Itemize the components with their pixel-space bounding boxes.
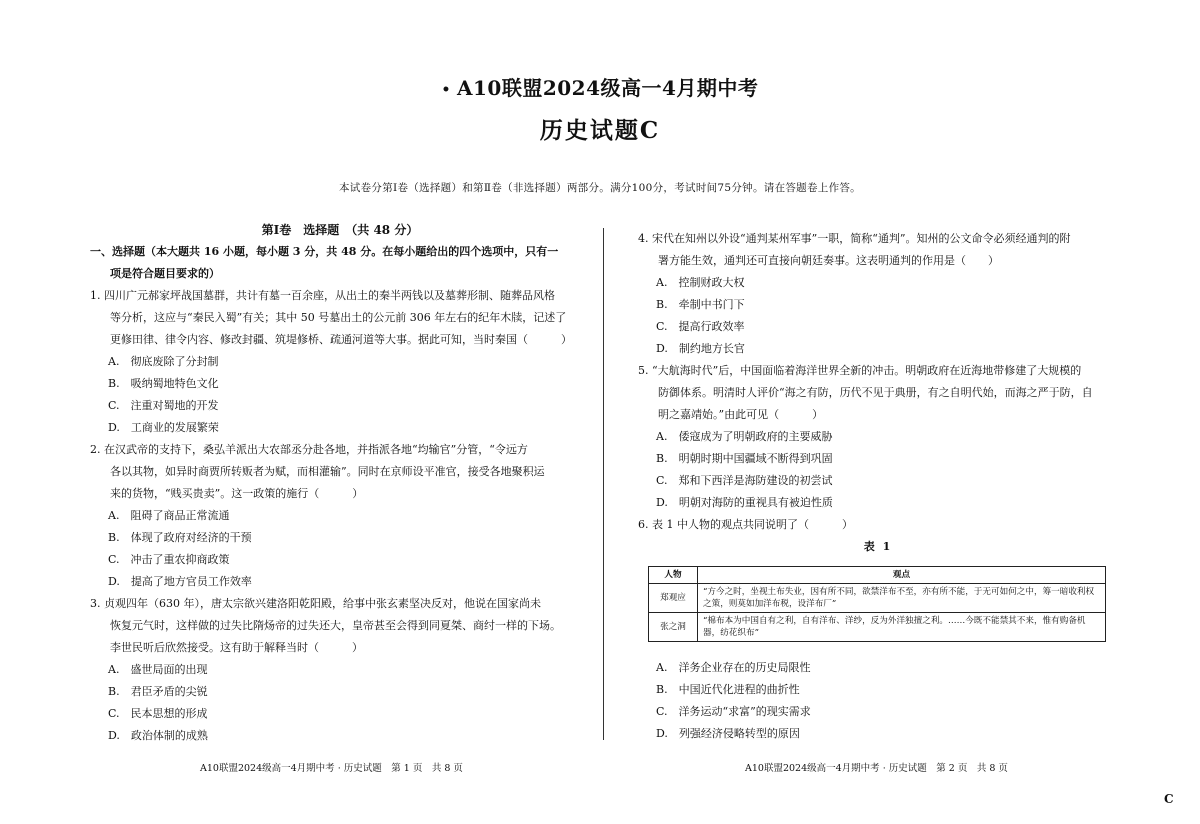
answer-option: B. 体现了政府对经济的干预 (108, 531, 252, 544)
question-line: 各以其物，如异时商贾所转贩者为赋，而相灌输”。同时在京师设平准官，接受各地聚积运 (110, 465, 545, 478)
answer-option: A. 阻碍了商品正常流通 (108, 509, 230, 522)
table-header-row (649, 567, 1106, 584)
answer-option: B. 中国近代化进程的曲折性 (656, 683, 800, 696)
answer-option: C. 民本思想的形成 (108, 707, 208, 720)
answer-option: D. 列强经济侵略转型的原因 (656, 727, 800, 740)
section-title: 第Ⅰ卷 选择题 （共 48 分） (261, 223, 419, 237)
part-title-cont: 项是符合题目要求的） (110, 267, 220, 280)
table-caption: 表 1 (863, 540, 893, 553)
answer-option: D. 提高了地方官员工作效率 (108, 575, 252, 588)
right-column (638, 228, 1118, 558)
table-header-cell: 人物 (649, 567, 698, 584)
answer-option: C. 洋务运动“求富”的现实需求 (656, 705, 811, 718)
answer-option: D. 工商业的发展繁荣 (108, 421, 219, 434)
answer-option: D. 政治体制的成熟 (108, 729, 208, 742)
answer-option: A. 彻底废除了分封制 (108, 355, 219, 368)
question-line: 明之嘉靖始。”由此可见（ ） (658, 408, 824, 421)
table-cell-viewpoint: “棉布本为中国自有之利，自有洋布、洋纱，反为外洋独擅之利。……今既不能禁其不来，惟有购备机器，纺花织布” (698, 613, 1106, 642)
table-row (649, 584, 1106, 613)
title-bullet: • (441, 81, 451, 98)
question-line: 3. 贞观四年（630 年），唐太宗欲兴建洛阳乾阳殿，给事中张玄素坚决反对，他说在国家尚未 (90, 597, 541, 610)
page-footer-left: A10联盟2024级高一4月期中考 · 历史试题 第 1 页 共 8 页 (200, 763, 463, 774)
answer-option: D. 制约地方长官 (656, 342, 745, 355)
answer-option: B. 吸纳蜀地特色文化 (108, 377, 219, 390)
question-line: 更修田律、律令内容、修改封疆、筑堤修桥、疏通河道等大事。据此可知，当时秦国（ ） (110, 333, 572, 346)
part-title: 一、选择题（本大题共 16 小题，每小题 3 分，共 48 分。在每小题给出的四个选项中，只有一 (90, 245, 559, 258)
answer-option: A. 洋务企业存在的历史局限性 (656, 661, 811, 674)
answer-option: C. 注重对蜀地的开发 (108, 399, 219, 412)
question-line: 等分析，这应与“秦民入蜀”有关；其中 50 号墓出土的公元前 306 年左右的纪年木牍，记述了 (110, 311, 567, 324)
q6-options (638, 657, 1118, 745)
answer-option: B. 君臣矛盾的尖锐 (108, 685, 208, 698)
question-line: 来的货物，“贱买贵卖”。这一政策的施行（ ） (110, 487, 364, 500)
answer-option: B. 牵制中书门下 (656, 298, 745, 311)
exam-title-text: A10联盟2024级高一4月期中考 (457, 76, 759, 100)
answer-option: C. 提高行政效率 (656, 320, 745, 333)
question-line: 1. 四川广元郝家坪战国墓群，共计有墓一百余座，从出土的秦半两钱以及墓葬形制、随葬品风格 (90, 289, 555, 302)
instructions: 本试卷分第Ⅰ卷（选择题）和第Ⅱ卷（非选择题）两部分。满分100分，考试时间75分钟。请在答题卷上作答。 (339, 182, 861, 194)
answer-option: A. 倭寇成为了明朝政府的主要威胁 (656, 430, 833, 443)
paper-title: 历史试题C (539, 117, 661, 144)
table-cell-viewpoint: “方今之时，坐视土布失业，因有所不同，欲禁洋布不至，亦有所不能，于无可如何之中，筹一暗收利权之策，则莫如加洋布税，设洋布厂” (698, 584, 1106, 613)
question-line: 恢复元气时，这样做的过失比隋炀帝的过失还大，皇帝甚至会得到同夏桀、商纣一样的下场。 (110, 619, 561, 632)
table-row (649, 613, 1106, 642)
answer-option: D. 明朝对海防的重视具有被迫性质 (656, 496, 833, 509)
answer-option: B. 明朝时期中国疆域不断得到巩固 (656, 452, 833, 465)
answer-option: C. 郑和下西洋是海防建设的初尝试 (656, 474, 833, 487)
viewpoint-table (648, 566, 1106, 642)
table-header-cell: 观点 (698, 567, 1106, 584)
corner-mark: C (1164, 792, 1174, 806)
question-line: 2. 在汉武帝的支持下，桑弘羊派出大农部丞分赴各地，并指派各地“均输官”分管，“令远方 (90, 443, 528, 456)
column-divider (603, 228, 604, 740)
question-line: 5. “大航海时代”后，中国面临着海洋世界全新的冲击。明朝政府在近海地带修建了大规模的 (638, 364, 1082, 377)
answer-option: A. 盛世局面的出现 (108, 663, 208, 676)
table-cell-person: 郑观应 (649, 584, 698, 613)
question-line: 李世民听后欣然接受。这有助于解释当时（ ） (110, 641, 363, 654)
question-line: 署方能生效，通判还可直接向朝廷奏事。这表明通判的作用是（ ） (658, 254, 999, 267)
question-line: 4. 宋代在知州以外设“通判某州军事”一职，简称“通判”。知州的公文命令必须经通判的附 (638, 232, 1071, 245)
table-cell-person: 张之洞 (649, 613, 698, 642)
question-line: 防御体系。明清时人评价“海之有防，历代不见于典册，有之自明代始，而海之严于防，自 (658, 386, 1093, 399)
viewpoint-table-wrap (648, 566, 1106, 642)
page-footer-right: A10联盟2024级高一4月期中考 · 历史试题 第 2 页 共 8 页 (745, 763, 1008, 774)
exam-title (0, 72, 1200, 101)
left-column (90, 219, 590, 747)
answer-option: A. 控制财政大权 (656, 276, 745, 289)
answer-option: C. 冲击了重农抑商政策 (108, 553, 230, 566)
question-line: 6. 表 1 中人物的观点共同说明了（ ） (638, 518, 853, 531)
